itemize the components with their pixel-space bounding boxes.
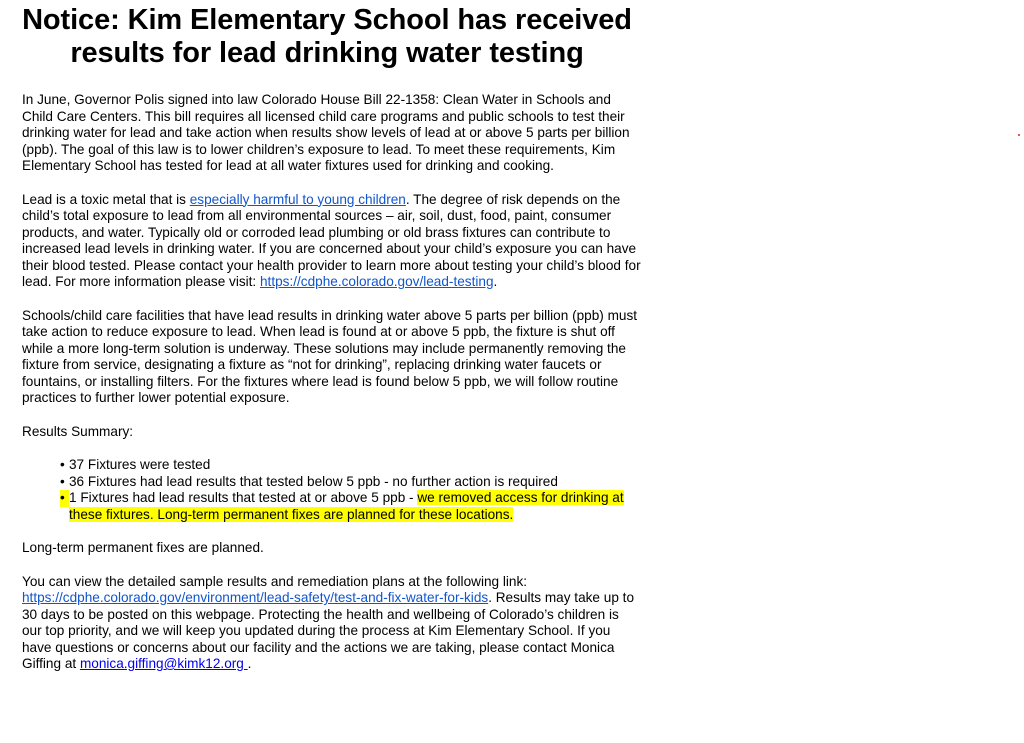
result-text: 37 Fixtures were tested (69, 457, 211, 472)
highlighted-result-text: we removed access for drinking at these fixtures. Long-term permanent fixes are planned for these locations. (69, 490, 624, 522)
contact-text-middle: . Results may take up to 30 days to be posted on this webpage. Protecting the health and wellbeing of Colorado’s children is our top priority, and we will keep you updated during the process at Kim Elementary School. If you have questions or concerns about our facility and the actions we are taking, please contact Monica Giffing at (22, 590, 635, 671)
bullet-icon: • (60, 457, 65, 472)
contact-text-end: . (247, 656, 252, 671)
action-paragraph: Schools/child care facilities that have lead results in drinking water above 5 parts per billion (ppb) must take action to reduce exposure to lead. When lead is found at or above 5 ppb, the fixture is shut off while a more long-term solution is underway. These solutions may include permanently removing the fixture from service, designating a fixture as “not for drinking”, replacing drinking water faucets or fountains, or installing filters. For the fixtures where lead is found below 5 ppb, we will follow routine practices to further lower potential exposure. (22, 307, 638, 405)
test-and-fix-water-link[interactable]: https://cdphe.colorado.gov/environment/lead-safety/test-and-fix-water-for-kids (22, 590, 489, 605)
contact-text-start: You can view the detailed sample results and remediation plans at the following link: (22, 573, 528, 589)
results-list (22, 457, 642, 523)
title-line-1: Notice: Kim Elementary School has received (22, 4, 632, 36)
list-item (22, 474, 642, 491)
lead-info-text-end: . (493, 274, 498, 289)
harmful-to-children-link[interactable]: especially harmful to young children (189, 191, 406, 207)
lead-info-text-middle: . The degree of risk depends on the child’s total exposure to lead from all environmental sources – air, soil, dust, food, paint, consumer products, and water. Typically old or corroded lead plumbing or old brass fixtures can contribute to increased lead levels in drinking water. If you are concerned about your child’s exposure you can have their blood tested. Please contact your health provider to learn more about testing your child’s blood for lead. For more information please visit: (22, 191, 641, 289)
bullet-icon: • (60, 473, 65, 489)
page-title (22, 4, 632, 70)
stray-red-dot (1018, 134, 1020, 136)
result-text: 1 Fixtures had lead results that tested at or above 5 ppb - (69, 490, 418, 505)
results-summary-heading: Results Summary: (22, 423, 134, 439)
lead-info-paragraph (22, 192, 642, 291)
contact-email-link[interactable]: monica.giffing@kimk12.org (79, 656, 248, 671)
lead-testing-link[interactable]: https://cdphe.colorado.gov/lead-testing (260, 274, 494, 289)
list-item (22, 457, 642, 474)
contact-paragraph (22, 574, 642, 673)
result-text: 36 Fixtures had lead results that tested below 5 ppb - no further action is required (69, 473, 558, 489)
lead-info-text-start: Lead is a toxic metal that is (22, 191, 190, 207)
permanent-fixes-paragraph: Long-term permanent fixes are planned. (22, 540, 264, 555)
title-line-2: results for lead drinking water testing (70, 37, 584, 69)
bullet-icon: • (60, 490, 69, 507)
notice-document (22, 4, 642, 673)
intro-paragraph: In June, Governor Polis signed into law Colorado House Bill 22-1358: Clean Water in Schools and Child Care Centers. This bill requires all licensed child care programs and public schools to test their drinking water for lead and take action when results show levels of lead at or above 5 parts per billion (ppb). The goal of this law is to lower children’s exposure to lead. To meet these requirements, Kim Elementary School has tested for lead at all water fixtures used for drinking and cooking. (22, 92, 630, 173)
list-item (22, 490, 642, 523)
